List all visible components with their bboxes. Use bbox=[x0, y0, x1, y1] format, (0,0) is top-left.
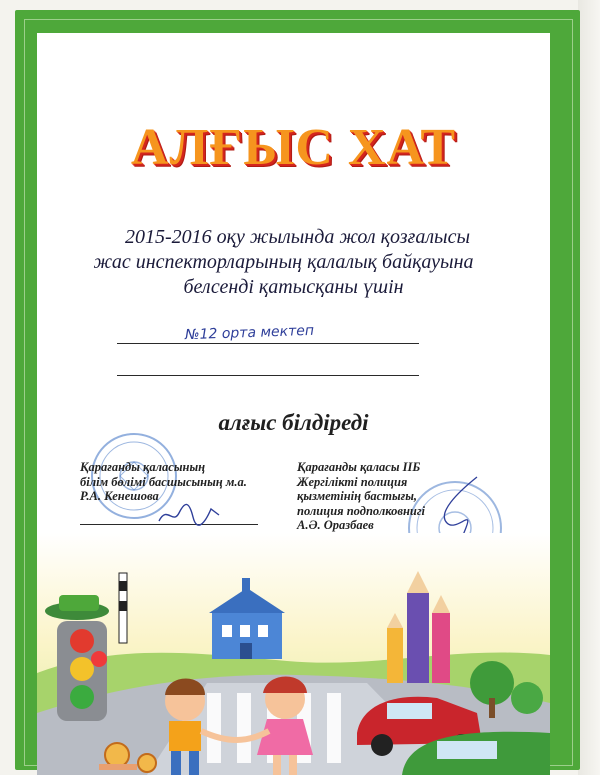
left-sign-line-1: Қарағанды қаласының bbox=[80, 460, 206, 474]
left-sign-line-2: білім бөлімі басшысының м.а. bbox=[80, 474, 247, 489]
reason-line-2: жас инспекторларының қалалық байқауына bbox=[93, 251, 474, 273]
award-reason bbox=[37, 225, 550, 300]
paper-edge bbox=[578, 0, 600, 775]
right-signatory bbox=[297, 460, 425, 533]
signature-icon bbox=[155, 495, 225, 531]
reason-line-1: 2015-2016 оқу жылында жол қозғалысы bbox=[124, 226, 471, 248]
recipient-line-1 bbox=[117, 343, 419, 344]
right-sign-line-5: А.Ә. Оразбаев bbox=[297, 518, 374, 532]
traffic-illustration bbox=[37, 533, 550, 775]
right-sign-line-4: полиция подполковнигі bbox=[297, 503, 425, 518]
recipient-name: №12 орта мектеп bbox=[184, 322, 315, 344]
certificate-title: АЛҒЫС ХАТ bbox=[130, 119, 457, 176]
thanks-phrase: алғыс білдіреді bbox=[218, 410, 369, 435]
right-sign-line-2: Жергілікті полиция bbox=[297, 474, 408, 489]
right-sign-line-1: Қарағанды қаласы ІІБ bbox=[297, 460, 421, 474]
right-sign-line-3: қызметінің бастығы, bbox=[297, 489, 418, 503]
reason-line-3: белсенді қатысқаны үшін bbox=[183, 276, 404, 298]
left-sign-line-3: Р.А. Кенешова bbox=[80, 489, 159, 503]
certificate-sheet bbox=[37, 33, 550, 775]
recipient-line-2 bbox=[117, 375, 419, 376]
